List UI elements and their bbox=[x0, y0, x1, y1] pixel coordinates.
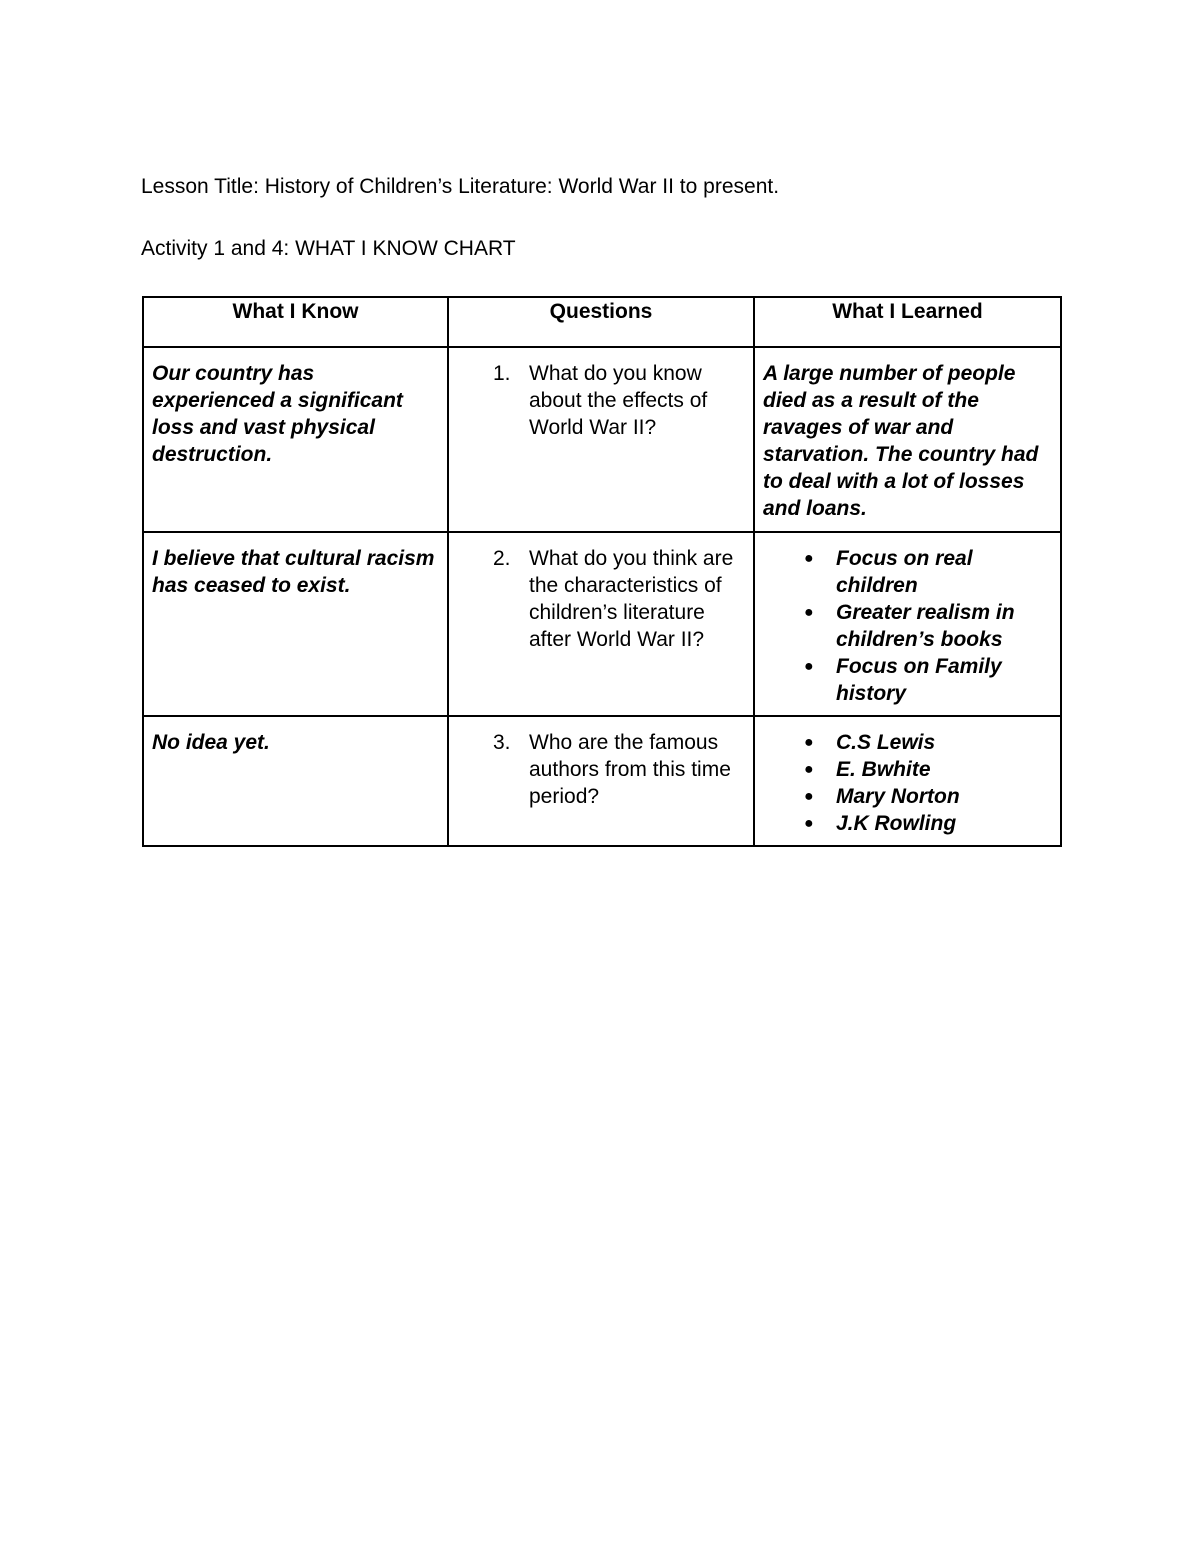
bullet-icon: ● bbox=[804, 788, 814, 805]
lesson-title: Lesson Title: History of Children’s Literature: World War II to present. bbox=[141, 175, 780, 198]
question-cell bbox=[448, 716, 754, 846]
table-header-row bbox=[143, 297, 1061, 347]
learned-cell bbox=[754, 532, 1061, 716]
learned-cell bbox=[754, 716, 1061, 846]
activity-title: Activity 1 and 4: WHAT I KNOW CHART bbox=[141, 237, 516, 260]
question-text: What do you know about the effects of World War II? bbox=[529, 362, 708, 439]
list-item: ● Focus on Family history bbox=[804, 655, 1002, 705]
what-i-know-chart bbox=[142, 296, 1062, 847]
bullet-icon: ● bbox=[804, 658, 814, 675]
know-text: No idea yet. bbox=[152, 731, 270, 754]
bullet-icon: ● bbox=[804, 604, 814, 621]
question-number: 1. bbox=[493, 362, 511, 385]
question-cell bbox=[448, 532, 754, 716]
bullet-icon: ● bbox=[804, 815, 814, 832]
know-cell bbox=[143, 716, 448, 846]
question-text: What do you think are the characteristics of children’s literature after World War II? bbox=[529, 547, 734, 651]
question-text: Who are the famous authors from this time period? bbox=[529, 731, 731, 808]
bullet-icon: ● bbox=[804, 761, 814, 778]
question-cell bbox=[448, 347, 754, 532]
list-item: ● E. Bwhite bbox=[804, 758, 931, 781]
question-number: 2. bbox=[493, 547, 511, 570]
list-item: ● Greater realism in children’s books bbox=[804, 601, 1015, 651]
table-row bbox=[143, 716, 1061, 846]
table-row bbox=[143, 532, 1061, 716]
header-what-i-know: What I Know bbox=[143, 297, 448, 347]
list-item: ● C.S Lewis bbox=[804, 731, 936, 754]
know-text: Our country has experienced a significant loss and vast physical destruction. bbox=[152, 362, 403, 466]
list-item: ● Focus on real children bbox=[804, 547, 973, 597]
header-questions: Questions bbox=[448, 297, 754, 347]
table-row bbox=[143, 347, 1061, 532]
know-cell bbox=[143, 347, 448, 532]
list-item: ● J.K Rowling bbox=[804, 812, 957, 835]
learned-list bbox=[755, 533, 1060, 707]
know-cell bbox=[143, 532, 448, 716]
learned-list bbox=[755, 717, 1060, 837]
bullet-icon: ● bbox=[804, 734, 814, 751]
learned-text: A large number of people died as a result of the ravages of war and starvation. The country had to deal with a lot of losses and loans. bbox=[763, 362, 1039, 520]
know-text: I believe that cultural racism has ceased to exist. bbox=[152, 547, 435, 597]
header-what-i-learned: What I Learned bbox=[754, 297, 1061, 347]
question-number: 3. bbox=[493, 731, 511, 754]
learned-cell bbox=[754, 347, 1061, 532]
bullet-icon: ● bbox=[804, 550, 814, 567]
list-item: ● Mary Norton bbox=[804, 785, 960, 808]
